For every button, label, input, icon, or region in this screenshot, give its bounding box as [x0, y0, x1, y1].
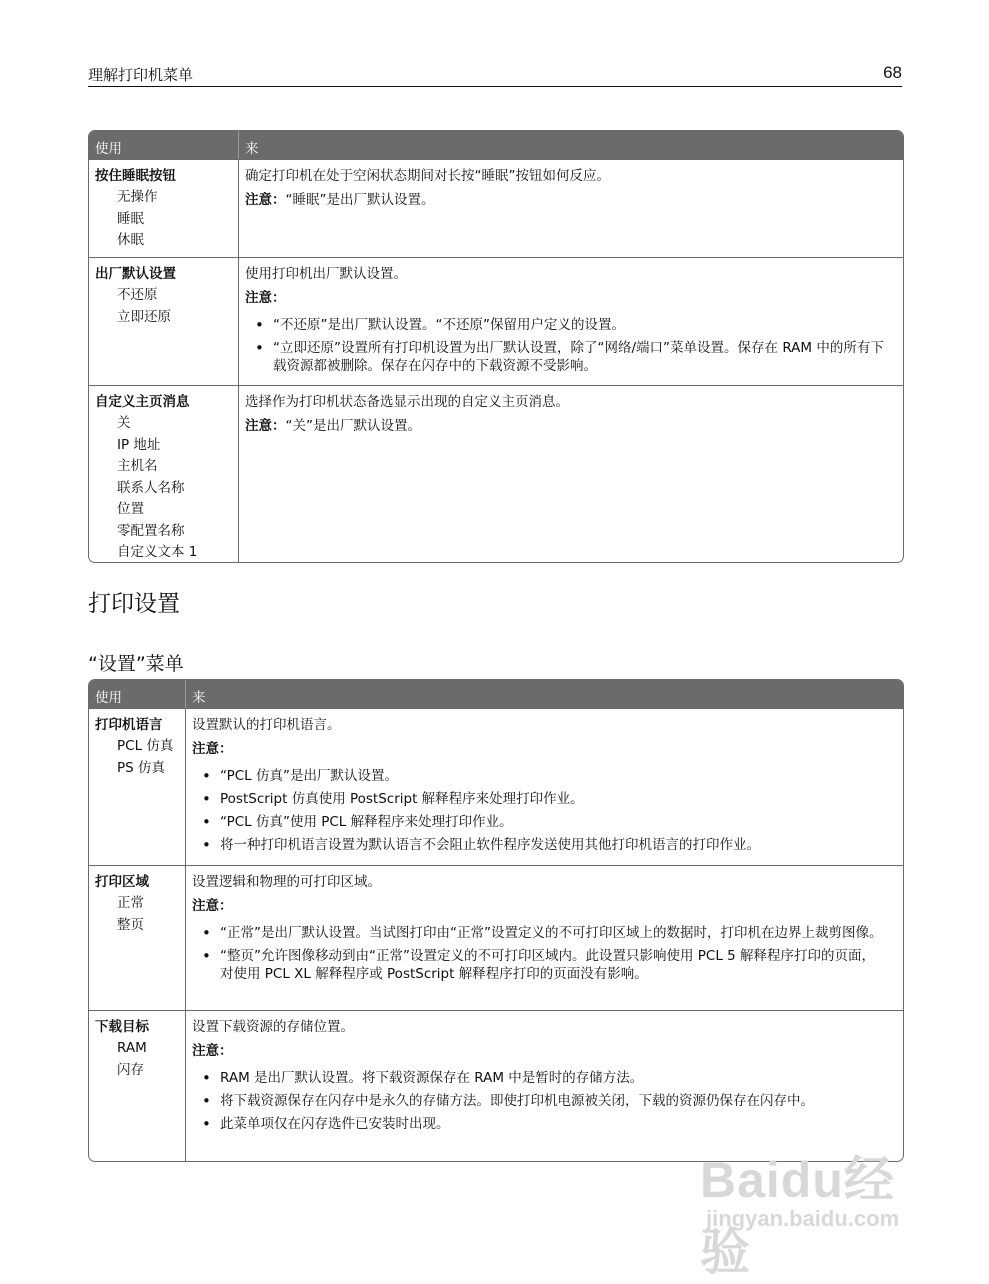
- table-row: [89, 1010, 903, 1161]
- menu-option: 位置: [117, 501, 144, 517]
- note-list: [192, 924, 897, 983]
- note: [245, 190, 897, 210]
- menu-option: 睡眠: [117, 210, 144, 227]
- column-header-to: 来: [245, 141, 259, 157]
- menu-option: 关: [117, 415, 131, 431]
- table-row: [89, 708, 903, 865]
- note-text: “关”是出厂默认设置。: [285, 418, 421, 434]
- menu-option: 联系人名称: [117, 479, 185, 496]
- column-header-to: 来: [192, 690, 206, 706]
- subsection-heading: “设置”菜单: [88, 653, 184, 675]
- menu-description: 确定打印机在处于空闲状态期间对长按“睡眠”按钮如何反应。: [245, 168, 610, 184]
- menu-option: 正常: [117, 895, 144, 911]
- menu-option: 整页: [117, 916, 144, 933]
- note-label: 注意：: [192, 741, 233, 757]
- note-bullet: • “正常”是出厂默认设置。当试图打印由“正常”设置定义的不可打印区域上的数据时，打印机在边界上裁剪图像。: [192, 924, 897, 942]
- menu-item-name: 下载目标: [95, 1019, 149, 1035]
- note-label: 注意：: [245, 290, 286, 306]
- menu-description: 选择作为打印机状态备选显示出现的自定义主页消息。: [245, 394, 569, 410]
- column-header-use: 使用: [89, 131, 239, 159]
- menu-option: 不还原: [117, 287, 158, 303]
- table-row: [89, 385, 903, 562]
- watermark-url: jingyan.baidu.com: [706, 1206, 900, 1231]
- table-header: [89, 680, 903, 708]
- menu-option: 闪存: [117, 1061, 144, 1078]
- note-bullet: • RAM 是出厂默认设置。将下载资源保存在 RAM 中是暂时的存储方法。: [192, 1069, 897, 1087]
- menu-description: 设置下载资源的存储位置。: [192, 1019, 354, 1035]
- menu-item-name: 打印机语言: [95, 717, 163, 733]
- note-text: “睡眠”是出厂默认设置。: [285, 192, 435, 208]
- note-bullet: • “不还原”是出厂默认设置。“不还原”保留用户定义的设置。: [245, 316, 897, 334]
- menu-option: 零配置名称: [117, 522, 185, 539]
- menu-option: IP 地址: [117, 436, 161, 453]
- menu-table-1: [88, 130, 904, 563]
- menu-option: PS 仿真: [117, 759, 166, 776]
- menu-item-name: 打印区域: [95, 874, 149, 890]
- note-list: [192, 1069, 897, 1133]
- menu-option: 无操作: [117, 189, 158, 205]
- menu-option: 主机名: [117, 458, 158, 474]
- note-bullet: • “立即还原”设置所有打印机设置为出厂默认设置，除了“网络/端口”菜单设置。保存在 RAM 中的所有下载资源都被删除。保存在闪存中的下载资源不受影响。: [245, 339, 897, 375]
- menu-description: 设置默认的打印机语言。: [192, 717, 341, 733]
- note-bullet: • “整页”允许图像移动到由“正常”设置定义的不可打印区域内。此设置只影响使用 PCL 5 解释程序打印的页面，对使用 PCL XL 解释程序或 PostScript 解释程序打印的页面没有影响。: [192, 947, 897, 983]
- table-row: [89, 865, 903, 1010]
- header-title: 理解打印机菜单: [88, 66, 194, 84]
- note-label: 注意：: [192, 1043, 233, 1059]
- note-bullet: • 此菜单项仅在闪存选件已安装时出现。: [192, 1115, 897, 1133]
- note-label: 注意：: [245, 192, 286, 208]
- note-list: [245, 316, 897, 375]
- menu-table-2: [88, 679, 904, 1162]
- menu-option: PCL 仿真: [117, 738, 174, 754]
- note-bullet: • 将一种打印机语言设置为默认语言不会阻止软件程序发送使用其他打印机语言的打印作业。: [192, 836, 897, 854]
- watermark: [700, 1140, 940, 1280]
- table-header: [89, 131, 903, 159]
- menu-option: 自定义文本 1: [117, 544, 198, 560]
- watermark-logo: Baidu经验: [700, 1152, 895, 1280]
- menu-option: 立即还原: [117, 308, 171, 325]
- note-label: 注意：: [192, 898, 233, 914]
- note-label: 注意：: [245, 418, 286, 434]
- page-number: 68: [883, 63, 902, 82]
- table-row: [89, 257, 903, 385]
- menu-item-name: 自定义主页消息: [95, 394, 190, 410]
- note-bullet: • PostScript 仿真使用 PostScript 解释程序来处理打印作业。: [192, 790, 897, 808]
- column-header-use: 使用: [89, 680, 186, 708]
- page-header: [88, 64, 902, 87]
- menu-option: 休眠: [117, 232, 144, 248]
- menu-option: RAM: [117, 1040, 147, 1056]
- menu-item-name: 出厂默认设置: [95, 266, 176, 282]
- note-bullet: • 将下载资源保存在闪存中是永久的存储方法。即使打印机电源被关闭，下载的资源仍保存在闪存中。: [192, 1092, 897, 1110]
- note: [245, 416, 897, 436]
- note-bullet: • “PCL 仿真”使用 PCL 解释程序来处理打印作业。: [192, 813, 897, 831]
- menu-description: 设置逻辑和物理的可打印区域。: [192, 874, 381, 890]
- menu-item-name: 按住睡眠按钮: [95, 168, 176, 184]
- note-bullet: • “PCL 仿真”是出厂默认设置。: [192, 767, 897, 785]
- section-heading: 打印设置: [88, 591, 180, 617]
- menu-description: 使用打印机出厂默认设置。: [245, 266, 407, 282]
- table-row: [89, 159, 903, 257]
- note-list: [192, 767, 897, 854]
